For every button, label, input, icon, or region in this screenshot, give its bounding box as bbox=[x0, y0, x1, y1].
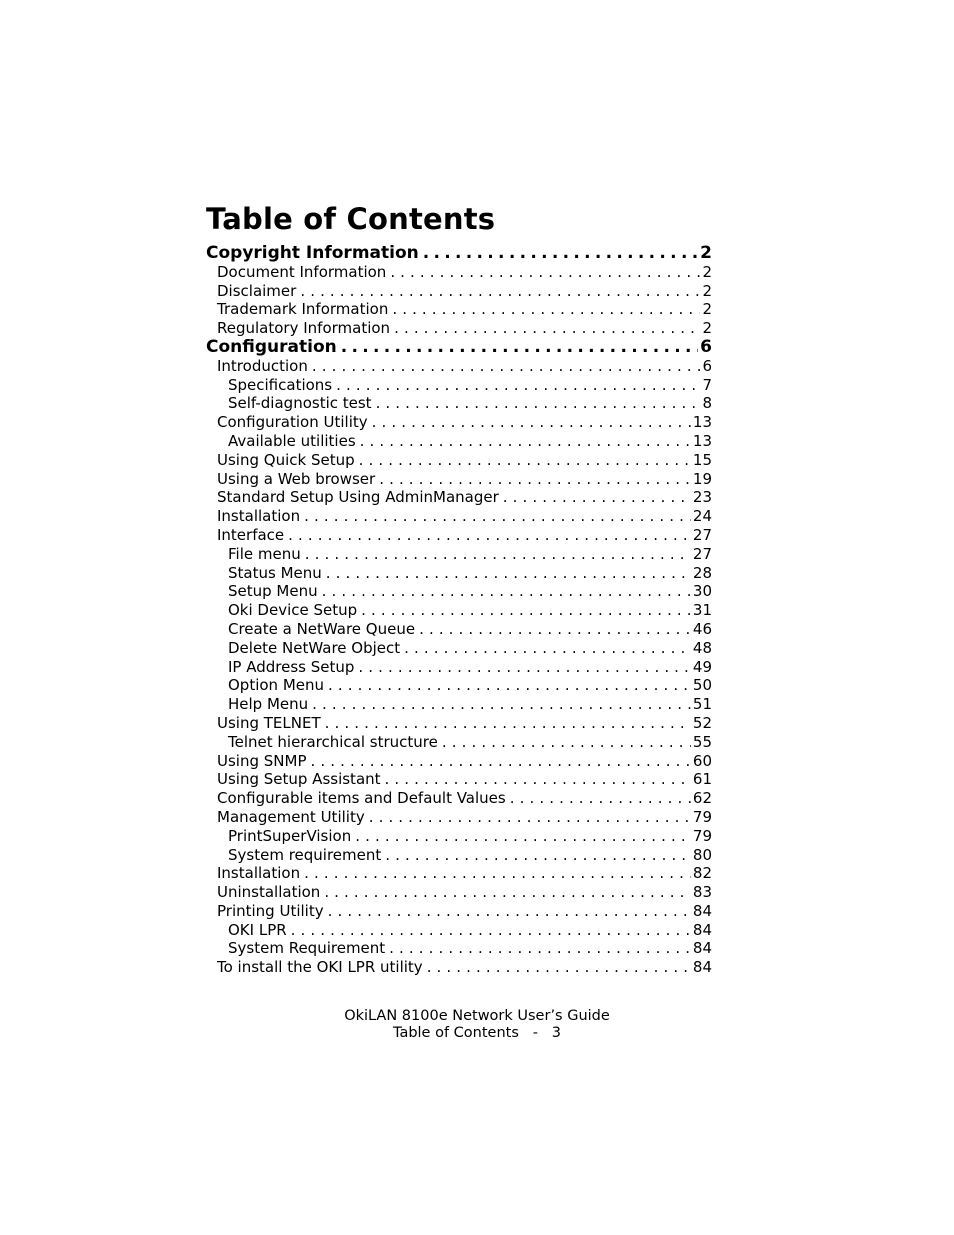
dot-leader bbox=[332, 376, 700, 395]
dot-leader bbox=[307, 752, 691, 771]
toc-entry[interactable] bbox=[206, 357, 712, 376]
toc-entry-page-number: 6 bbox=[702, 356, 712, 375]
toc-entry-title: PrintSuperVision bbox=[228, 826, 352, 845]
toc-entry-title: Setup Menu bbox=[228, 582, 318, 601]
toc-entry[interactable] bbox=[206, 714, 712, 733]
footer-section-label: Table of Contents - 3 bbox=[392, 1025, 562, 1041]
dot-leader bbox=[355, 451, 691, 470]
toc-entry-title: Help Menu bbox=[228, 695, 309, 714]
toc-entry[interactable] bbox=[206, 846, 712, 865]
dot-leader bbox=[284, 526, 691, 545]
toc-entry-title: Using a Web browser bbox=[217, 469, 376, 488]
toc-entry[interactable] bbox=[206, 864, 712, 883]
toc-entry-page-number: 61 bbox=[692, 770, 712, 789]
toc-entry-page-number: 82 bbox=[692, 864, 712, 883]
dot-leader bbox=[357, 601, 691, 620]
toc-entry-title: Installation bbox=[217, 507, 301, 526]
toc-entry[interactable] bbox=[206, 338, 712, 357]
dot-leader bbox=[419, 244, 698, 263]
toc-entry[interactable] bbox=[206, 488, 712, 507]
toc-entry-title: Printing Utility bbox=[217, 901, 324, 920]
toc-entry-title: OKI LPR bbox=[228, 920, 287, 939]
toc-entry-page-number: 48 bbox=[692, 638, 712, 657]
dot-leader bbox=[499, 488, 691, 507]
toc-entry-page-number: 7 bbox=[702, 375, 712, 394]
toc-entry[interactable] bbox=[206, 451, 712, 470]
toc-entry[interactable] bbox=[206, 282, 712, 301]
toc-entry[interactable] bbox=[206, 300, 712, 319]
toc-entry-page-number: 19 bbox=[692, 469, 712, 488]
toc-entry-page-number: 84 bbox=[692, 958, 712, 977]
toc-entry[interactable] bbox=[206, 620, 712, 639]
toc-entry-page-number: 6 bbox=[700, 337, 712, 357]
toc-entry[interactable] bbox=[206, 639, 712, 658]
dot-leader bbox=[415, 620, 691, 639]
toc-entry[interactable] bbox=[206, 601, 712, 620]
toc-entry-page-number: 2 bbox=[702, 319, 712, 338]
toc-entry[interactable] bbox=[206, 752, 712, 771]
toc-entry[interactable] bbox=[206, 564, 712, 583]
toc-entry-page-number: 51 bbox=[692, 695, 712, 714]
toc-entry-page-number: 13 bbox=[692, 413, 712, 432]
dot-leader bbox=[386, 263, 700, 282]
dot-leader bbox=[365, 808, 691, 827]
toc-entry[interactable] bbox=[206, 770, 712, 789]
toc-entry-title: Available utilities bbox=[228, 431, 356, 450]
dot-leader bbox=[301, 545, 691, 564]
dot-leader bbox=[381, 846, 691, 865]
toc-entry-title: Specifications bbox=[228, 375, 333, 394]
toc-entry-title: Document Information bbox=[217, 262, 387, 281]
toc-entry-page-number: 55 bbox=[692, 732, 712, 751]
toc-entry-title: Using Setup Assistant bbox=[217, 770, 381, 789]
toc-entry-title: Delete NetWare Object bbox=[228, 638, 401, 657]
toc-entry-title: System Requirement bbox=[228, 939, 386, 958]
toc-entry-title: Trademark Information bbox=[217, 300, 389, 319]
toc-entry[interactable] bbox=[206, 470, 712, 489]
toc-entry-title: Installation bbox=[217, 864, 301, 883]
toc-entry-page-number: 27 bbox=[692, 525, 712, 544]
toc-entry-title: Interface bbox=[217, 525, 285, 544]
toc-entry-page-number: 28 bbox=[692, 563, 712, 582]
toc-entry-page-number: 30 bbox=[692, 582, 712, 601]
toc-entry-title: Introduction bbox=[217, 356, 308, 375]
toc-entry-page-number: 24 bbox=[692, 507, 712, 526]
toc-entry-title: Option Menu bbox=[228, 676, 325, 695]
toc-entry[interactable] bbox=[206, 526, 712, 545]
toc-entry-title: Using Quick Setup bbox=[217, 450, 355, 469]
toc-entry-page-number: 84 bbox=[692, 939, 712, 958]
dot-leader bbox=[388, 300, 700, 319]
toc-entry[interactable] bbox=[206, 376, 712, 395]
toc-entry[interactable] bbox=[206, 695, 712, 714]
dot-leader bbox=[354, 658, 691, 677]
toc-entry[interactable] bbox=[206, 432, 712, 451]
toc-entry-page-number: 46 bbox=[692, 619, 712, 638]
dot-leader bbox=[381, 770, 691, 789]
dot-leader bbox=[506, 789, 691, 808]
dot-leader bbox=[324, 676, 691, 695]
toc-entry-title: Configurable items and Default Values bbox=[217, 789, 506, 808]
toc-entry[interactable] bbox=[206, 244, 712, 263]
dot-leader bbox=[423, 958, 691, 977]
toc-entry-title: Disclaimer bbox=[217, 281, 297, 300]
dot-leader bbox=[321, 714, 691, 733]
toc-entry-title: Configuration bbox=[206, 337, 337, 357]
dot-leader bbox=[320, 883, 691, 902]
toc-entry-page-number: 23 bbox=[692, 488, 712, 507]
toc-entry-page-number: 49 bbox=[692, 657, 712, 676]
toc-entry[interactable] bbox=[206, 902, 712, 921]
toc-entry-title: Regulatory Information bbox=[217, 319, 391, 338]
toc-entry-title: To install the OKI LPR utility bbox=[217, 958, 423, 977]
toc-entry-title: IP Address Setup bbox=[228, 657, 355, 676]
toc-entry[interactable] bbox=[206, 808, 712, 827]
toc-entry[interactable] bbox=[206, 733, 712, 752]
toc-entry-page-number: 2 bbox=[702, 300, 712, 319]
toc-entry-page-number: 52 bbox=[692, 713, 712, 732]
toc-entry[interactable] bbox=[206, 658, 712, 677]
toc-entry-title: Create a NetWare Queue bbox=[228, 619, 416, 638]
dot-leader bbox=[308, 695, 691, 714]
toc-entry[interactable] bbox=[206, 883, 712, 902]
dot-leader bbox=[300, 864, 691, 883]
dot-leader bbox=[438, 733, 691, 752]
toc-entry-page-number: 84 bbox=[692, 920, 712, 939]
dot-leader bbox=[296, 282, 700, 301]
footer-guide-title: OkiLAN 8100e Network User’s Guide bbox=[344, 1008, 610, 1024]
toc-entry-title: Self-diagnostic test bbox=[228, 394, 372, 413]
toc-entry-title: Uninstallation bbox=[217, 883, 321, 902]
dot-leader bbox=[368, 413, 691, 432]
toc-entry-page-number: 79 bbox=[692, 807, 712, 826]
toc-entry[interactable] bbox=[206, 319, 712, 338]
toc-entry-page-number: 80 bbox=[692, 845, 712, 864]
dot-leader bbox=[385, 939, 691, 958]
toc-entry[interactable] bbox=[206, 545, 712, 564]
toc-entry-page-number: 27 bbox=[692, 544, 712, 563]
toc-entry-page-number: 8 bbox=[702, 394, 712, 413]
dot-leader bbox=[322, 564, 691, 583]
toc-entry-page-number: 2 bbox=[700, 244, 712, 263]
dot-leader bbox=[337, 338, 698, 357]
dot-leader bbox=[356, 432, 691, 451]
toc-entry[interactable] bbox=[206, 789, 712, 808]
dot-leader bbox=[351, 827, 691, 846]
toc-entry-page-number: 31 bbox=[692, 601, 712, 620]
toc-entry-page-number: 13 bbox=[692, 431, 712, 450]
dot-leader bbox=[308, 357, 701, 376]
toc-entry[interactable] bbox=[206, 394, 712, 413]
dot-leader bbox=[318, 582, 691, 601]
dot-leader bbox=[372, 394, 701, 413]
toc-entry-page-number: 62 bbox=[692, 789, 712, 808]
toc-entry[interactable] bbox=[206, 958, 712, 977]
dot-leader bbox=[375, 470, 691, 489]
toc-entry-title: Using TELNET bbox=[217, 713, 321, 732]
page-title: Table of Contents bbox=[206, 202, 496, 236]
toc-entry-page-number: 60 bbox=[692, 751, 712, 770]
table-of-contents bbox=[206, 244, 712, 977]
toc-entry[interactable] bbox=[206, 939, 712, 958]
toc-entry-page-number: 2 bbox=[702, 281, 712, 300]
toc-entry-page-number: 2 bbox=[702, 262, 712, 281]
toc-entry-page-number: 79 bbox=[692, 826, 712, 845]
toc-entry-title: Configuration Utility bbox=[217, 413, 368, 432]
toc-entry-page-number: 83 bbox=[692, 883, 712, 902]
toc-entry-title: Management Utility bbox=[217, 807, 365, 826]
toc-entry-page-number: 15 bbox=[692, 450, 712, 469]
toc-entry-title: Status Menu bbox=[228, 563, 322, 582]
toc-entry[interactable] bbox=[206, 827, 712, 846]
toc-entry-title: Copyright Information bbox=[206, 244, 419, 263]
toc-entry[interactable] bbox=[206, 507, 712, 526]
toc-entry-title: Oki Device Setup bbox=[228, 601, 358, 620]
toc-entry-page-number: 84 bbox=[692, 901, 712, 920]
toc-entry-title: Standard Setup Using AdminManager bbox=[217, 488, 499, 507]
toc-entry-page-number: 50 bbox=[692, 676, 712, 695]
page-footer bbox=[0, 1008, 954, 1042]
toc-entry[interactable] bbox=[206, 921, 712, 940]
dot-leader bbox=[300, 507, 691, 526]
toc-entry-title: Using SNMP bbox=[217, 751, 307, 770]
dot-leader bbox=[324, 902, 691, 921]
toc-entry[interactable] bbox=[206, 413, 712, 432]
dot-leader bbox=[400, 639, 691, 658]
toc-entry-title: File menu bbox=[228, 544, 301, 563]
dot-leader bbox=[390, 319, 700, 338]
dot-leader bbox=[287, 921, 691, 940]
toc-entry-title: System requirement bbox=[228, 845, 382, 864]
toc-entry-title: Telnet hierarchical structure bbox=[228, 732, 438, 751]
toc-entry[interactable] bbox=[206, 676, 712, 695]
toc-entry[interactable] bbox=[206, 582, 712, 601]
toc-entry[interactable] bbox=[206, 263, 712, 282]
